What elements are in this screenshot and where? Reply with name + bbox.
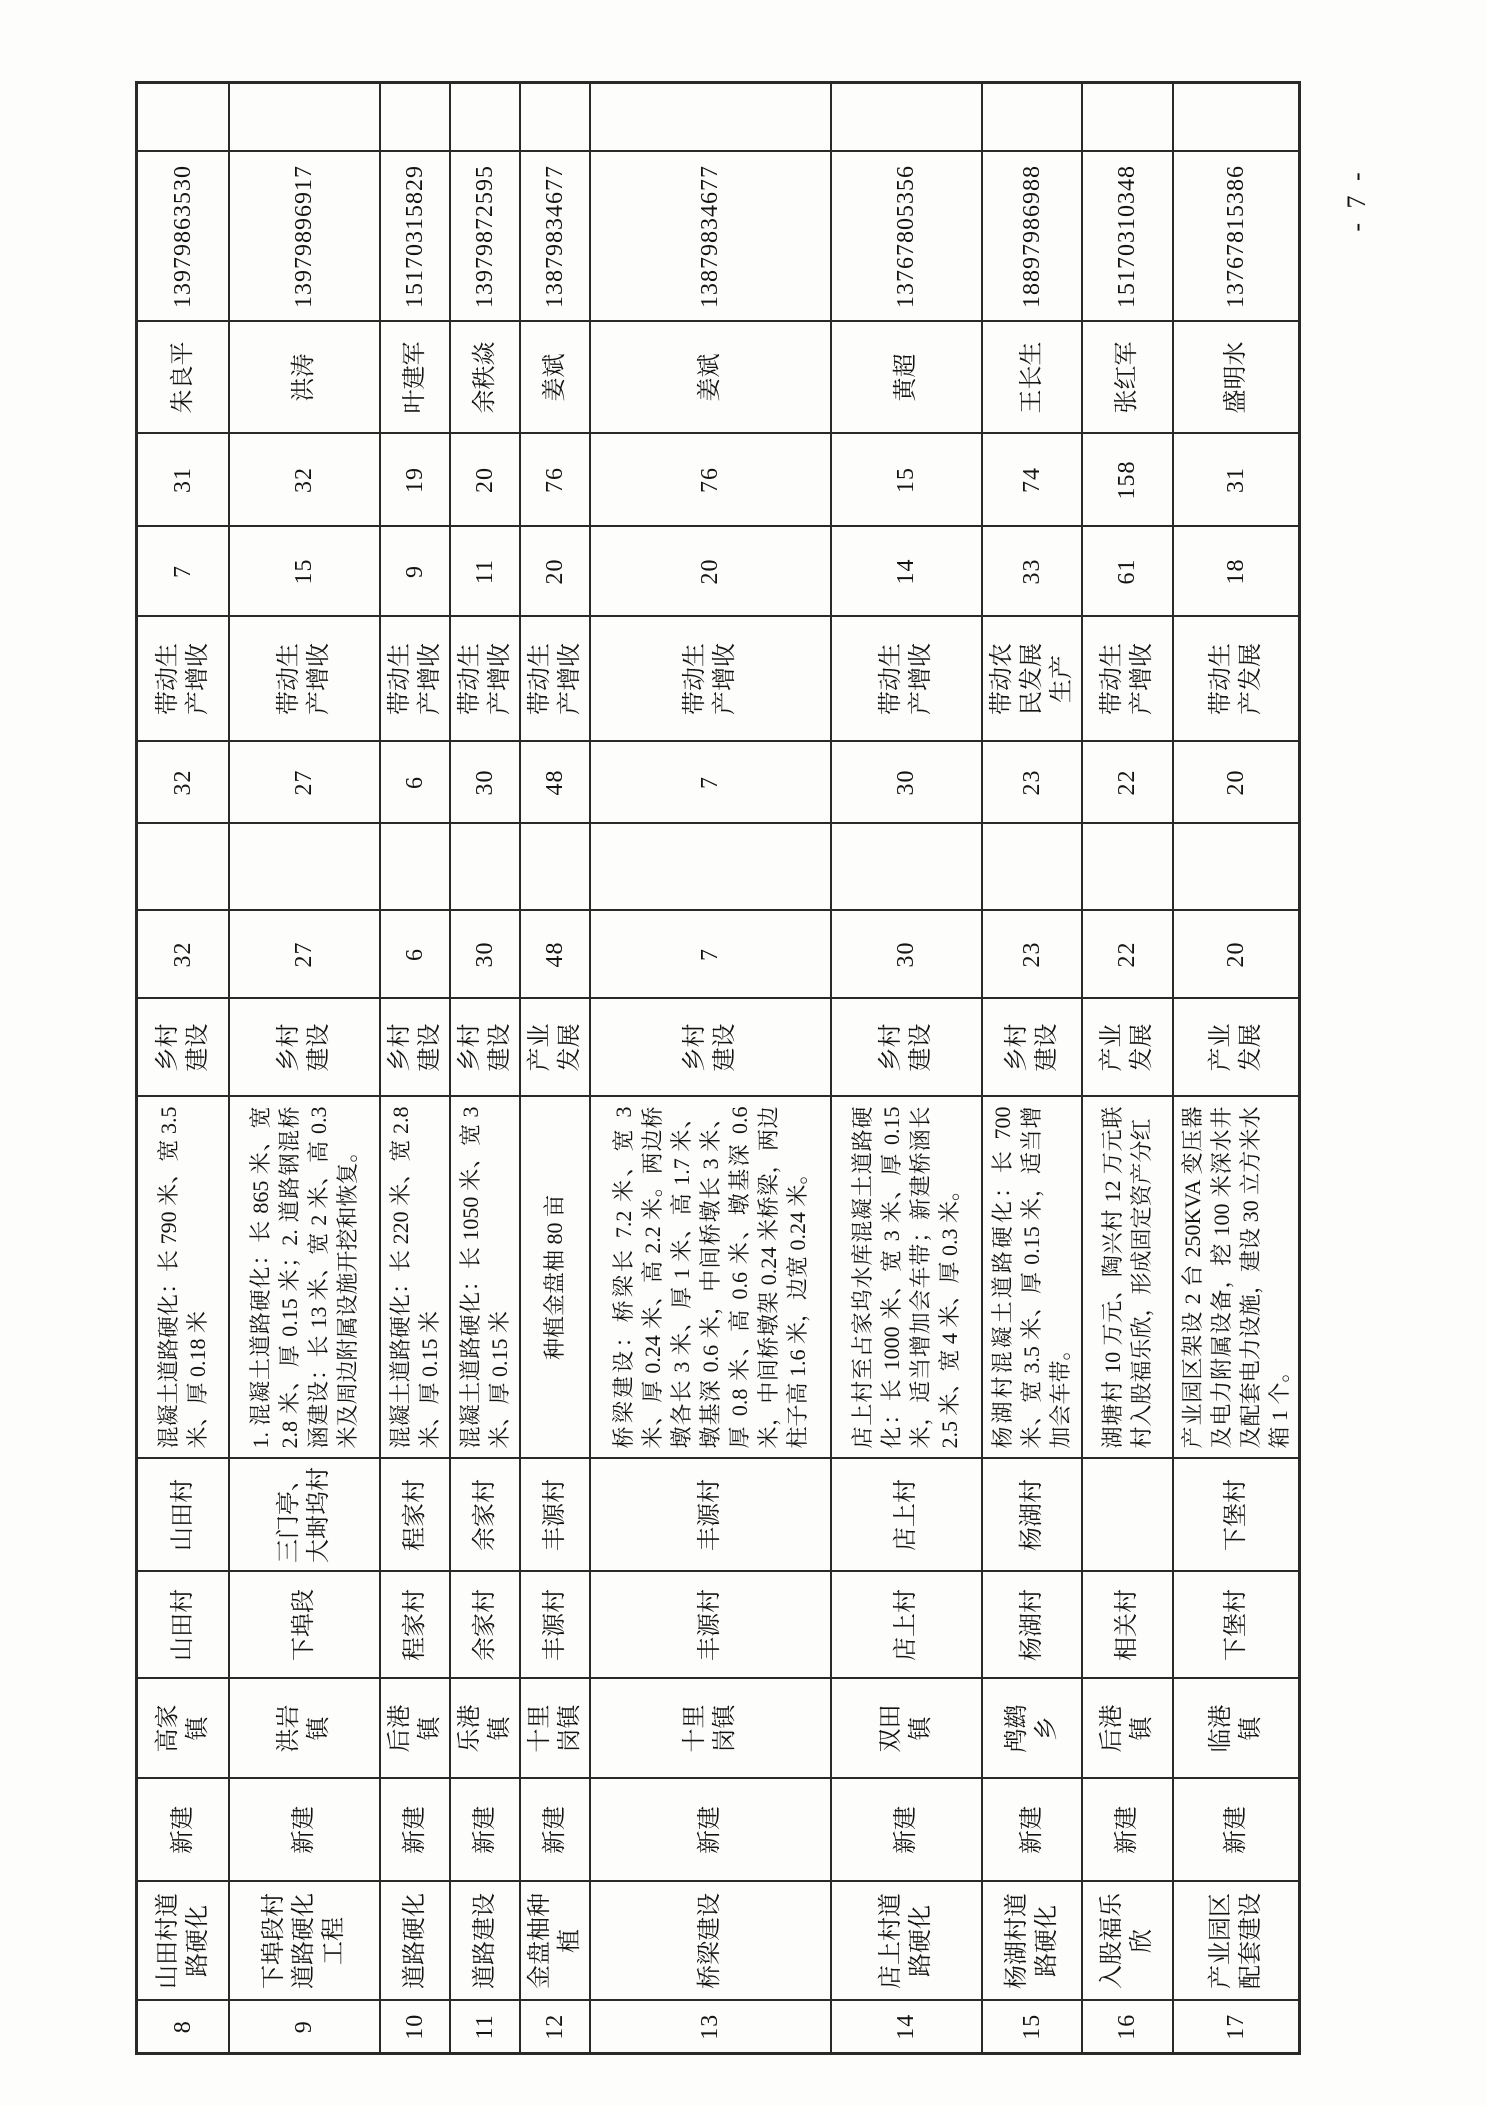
cell-town: 后港镇 [1082, 1679, 1173, 1779]
cell-amount-1: 22 [1082, 911, 1173, 999]
cell-remark [1173, 83, 1300, 152]
cell-admin-village: 相关村 [1082, 1572, 1173, 1679]
cell-blank [229, 824, 380, 911]
cell-benefit-count-1: 18 [1173, 527, 1300, 617]
cell-benefit-count-1: 61 [1082, 527, 1173, 617]
cell-amount-1: 48 [520, 911, 590, 999]
cell-amount-1: 23 [982, 911, 1082, 999]
cell-admin-village: 下埠段 [229, 1572, 380, 1679]
cell-remark [229, 83, 380, 152]
cell-remark [520, 83, 590, 152]
cell-benefit-effect: 带动生产增收 [229, 617, 380, 742]
cell-benefit-count-2: 76 [520, 434, 590, 527]
cell-amount-2: 48 [520, 742, 590, 824]
cell-serial-number: 9 [229, 2001, 380, 2054]
cell-benefit-count-2: 76 [590, 434, 831, 527]
cell-contact-phone: 15170315829 [380, 152, 450, 322]
cell-construction-nature: 新建 [831, 1779, 982, 1882]
table-row [380, 83, 450, 2054]
cell-construction-nature: 新建 [520, 1779, 590, 1882]
cell-natural-village: 杨湖村 [982, 1459, 1082, 1572]
cell-blank [831, 824, 982, 911]
cell-category: 乡村建设 [450, 999, 520, 1097]
cell-contact-person: 姜斌 [590, 322, 831, 434]
cell-category: 乡村建设 [229, 999, 380, 1097]
cell-amount-1: 6 [380, 911, 450, 999]
cell-construction-nature: 新建 [137, 1779, 229, 1882]
cell-construction-nature: 新建 [1082, 1779, 1173, 1882]
table-row [229, 83, 380, 2054]
cell-remark [982, 83, 1082, 152]
cell-category: 乡村建设 [590, 999, 831, 1097]
cell-remark [137, 83, 229, 152]
cell-admin-village: 下堡村 [1173, 1572, 1300, 1679]
table-row [590, 83, 831, 2054]
cell-contact-person: 王长生 [982, 322, 1082, 434]
cell-amount-2: 30 [831, 742, 982, 824]
cell-natural-village: 丰源村 [520, 1459, 590, 1572]
cell-benefit-count-1: 11 [450, 527, 520, 617]
cell-amount-2: 7 [590, 742, 831, 824]
cell-serial-number: 8 [137, 2001, 229, 2054]
cell-town: 十里岗镇 [520, 1679, 590, 1779]
cell-amount-1: 7 [590, 911, 831, 999]
cell-natural-village: 店上村 [831, 1459, 982, 1572]
table-row [831, 83, 982, 2054]
cell-contact-person: 张红军 [1082, 322, 1173, 434]
cell-project-name: 店上村道路硬化 [831, 1882, 982, 2001]
cell-remark [831, 83, 982, 152]
cell-contact-phone: 18897986988 [982, 152, 1082, 322]
cell-construction-content: 店上村至占家坞水库混凝土道路硬化：长 1000 米、宽 3 米、厚 0.15 米，适当增加会车带；新建桥涵长 2.5 米、宽 4 米、厚 0.3 米。 [831, 1097, 982, 1459]
cell-benefit-count-1: 33 [982, 527, 1082, 617]
page-number: - 7 - [1342, 168, 1371, 232]
cell-project-name: 产业园区配套建设 [1173, 1882, 1300, 2001]
cell-serial-number: 10 [380, 2001, 450, 2054]
cell-contact-phone: 13879834677 [590, 152, 831, 322]
table-row [1082, 83, 1173, 2054]
cell-benefit-effect: 带动生产发展 [1173, 617, 1300, 742]
table-row [450, 83, 520, 2054]
cell-remark [450, 83, 520, 152]
cell-benefit-count-1: 20 [520, 527, 590, 617]
cell-town: 洪岩镇 [229, 1679, 380, 1779]
cell-serial-number: 15 [982, 2001, 1082, 2054]
cell-amount-2: 6 [380, 742, 450, 824]
cell-benefit-effect: 带动生产增收 [1082, 617, 1173, 742]
cell-benefit-count-2: 31 [1173, 434, 1300, 527]
cell-category: 产业发展 [520, 999, 590, 1097]
cell-project-name: 道路建设 [450, 1882, 520, 2001]
cell-admin-village: 丰源村 [520, 1572, 590, 1679]
cell-contact-person: 朱良平 [137, 322, 229, 434]
cell-amount-2: 32 [137, 742, 229, 824]
cell-benefit-effect: 带动生产增收 [520, 617, 590, 742]
cell-natural-village: 程家村 [380, 1459, 450, 1572]
cell-town: 双田镇 [831, 1679, 982, 1779]
cell-amount-2: 30 [450, 742, 520, 824]
cell-blank [520, 824, 590, 911]
cell-amount-2: 23 [982, 742, 1082, 824]
cell-project-name: 金盘柚种植 [520, 1882, 590, 2001]
cell-admin-village: 山田村 [137, 1572, 229, 1679]
cell-construction-nature: 新建 [229, 1779, 380, 1882]
cell-serial-number: 13 [590, 2001, 831, 2054]
cell-construction-nature: 新建 [590, 1779, 831, 1882]
cell-category: 乡村建设 [380, 999, 450, 1097]
cell-category: 产业发展 [1173, 999, 1300, 1097]
cell-admin-village: 余家村 [450, 1572, 520, 1679]
table-row [520, 83, 590, 2054]
cell-project-name: 桥梁建设 [590, 1882, 831, 2001]
cell-contact-person: 姜斌 [520, 322, 590, 434]
cell-construction-content: 混凝土道路硬化：长 790 米、宽 3.5 米、厚 0.18 米 [137, 1097, 229, 1459]
cell-project-name: 道路硬化 [380, 1882, 450, 2001]
cell-blank [982, 824, 1082, 911]
cell-remark [590, 83, 831, 152]
table-row [1173, 83, 1300, 2054]
cell-construction-nature: 新建 [380, 1779, 450, 1882]
cell-serial-number: 14 [831, 2001, 982, 2054]
cell-natural-village: 三门亭、大埘坞村 [229, 1459, 380, 1572]
cell-amount-1: 30 [831, 911, 982, 999]
cell-natural-village: 山田村 [137, 1459, 229, 1572]
cell-benefit-count-2: 20 [450, 434, 520, 527]
cell-construction-content: 湖塘村 10 万元、陶兴村 12 万元联村入股福乐欣，形成固定资产分红 [1082, 1097, 1173, 1459]
cell-town: 鸬鹚乡 [982, 1679, 1082, 1779]
cell-construction-content: 桥梁建设：桥梁长 7.2 米、宽 3 米、厚 0.24 米、高 2.2 米。两边桥墩各长 3 米、厚 1 米、高 1.7 米、墩基深 0.6 米，中间桥墩长 3 米、厚 0.8 米、高 0.6 米、墩基深 0.6 米，中间桥墩架 0.24 米桥梁，两边柱子高 1.6 米，边宽 0.24 米。 [590, 1097, 831, 1459]
cell-project-name: 山田村道路硬化 [137, 1882, 229, 2001]
cell-benefit-effect: 带动农民发展生产 [982, 617, 1082, 742]
cell-category: 乡村建设 [137, 999, 229, 1097]
cell-blank [1173, 824, 1300, 911]
cell-construction-nature: 新建 [450, 1779, 520, 1882]
cell-amount-2: 20 [1173, 742, 1300, 824]
project-table [135, 81, 1301, 2055]
cell-contact-phone: 13979896917 [229, 152, 380, 322]
cell-natural-village: 余家村 [450, 1459, 520, 1572]
cell-construction-content: 1. 混凝土道路硬化：长 865 米、宽 2.8 米、厚 0.15 米；2. 道路钢混桥涵建设：长 13 米、宽 2 米、高 0.3 米及周边附属设施开挖和恢复。 [229, 1097, 380, 1459]
cell-amount-2: 22 [1082, 742, 1173, 824]
cell-benefit-count-1: 7 [137, 527, 229, 617]
cell-amount-1: 32 [137, 911, 229, 999]
table-row [982, 83, 1082, 2054]
cell-natural-village: 下堡村 [1173, 1459, 1300, 1572]
cell-admin-village: 程家村 [380, 1572, 450, 1679]
cell-construction-content: 混凝土道路硬化：长 1050 米、宽 3 米、厚 0.15 米 [450, 1097, 520, 1459]
cell-amount-2: 27 [229, 742, 380, 824]
cell-town: 乐港镇 [450, 1679, 520, 1779]
cell-benefit-count-1: 15 [229, 527, 380, 617]
cell-project-name: 下埠段村道路硬化工程 [229, 1882, 380, 2001]
cell-natural-village: 丰源村 [590, 1459, 831, 1572]
cell-benefit-count-2: 15 [831, 434, 982, 527]
cell-contact-phone: 13979872595 [450, 152, 520, 322]
cell-amount-1: 20 [1173, 911, 1300, 999]
cell-benefit-count-2: 31 [137, 434, 229, 527]
cell-benefit-effect: 带动生产增收 [380, 617, 450, 742]
cell-serial-number: 16 [1082, 2001, 1173, 2054]
cell-construction-content: 杨湖村混凝土道路硬化：长 700 米、宽 3.5 米、厚 0.15 米，适当增加会车带。 [982, 1097, 1082, 1459]
cell-benefit-effect: 带动生产增收 [590, 617, 831, 742]
cell-contact-phone: 15170310348 [1082, 152, 1173, 322]
cell-town: 后港镇 [380, 1679, 450, 1779]
cell-serial-number: 17 [1173, 2001, 1300, 2054]
cell-amount-1: 30 [450, 911, 520, 999]
cell-benefit-count-2: 74 [982, 434, 1082, 527]
cell-town: 十里岗镇 [590, 1679, 831, 1779]
cell-benefit-count-1: 20 [590, 527, 831, 617]
cell-contact-person: 盛明水 [1173, 322, 1300, 434]
table-row [137, 83, 229, 2054]
cell-blank [137, 824, 229, 911]
cell-remark [1082, 83, 1173, 152]
cell-natural-village [1082, 1459, 1173, 1572]
cell-admin-village: 丰源村 [590, 1572, 831, 1679]
cell-construction-content: 混凝土道路硬化：长 220 米、宽 2.8 米、厚 0.15 米 [380, 1097, 450, 1459]
cell-benefit-count-1: 9 [380, 527, 450, 617]
cell-contact-person: 叶建军 [380, 322, 450, 434]
cell-blank [590, 824, 831, 911]
cell-blank [380, 824, 450, 911]
cell-benefit-effect: 带动生产增收 [137, 617, 229, 742]
cell-contact-phone: 13879834677 [520, 152, 590, 322]
cell-contact-phone: 13979863530 [137, 152, 229, 322]
cell-contact-person: 洪涛 [229, 322, 380, 434]
cell-category: 乡村建设 [982, 999, 1082, 1097]
cell-admin-village: 店上村 [831, 1572, 982, 1679]
cell-benefit-count-2: 19 [380, 434, 450, 527]
cell-construction-nature: 新建 [1173, 1779, 1300, 1882]
cell-category: 乡村建设 [831, 999, 982, 1097]
cell-amount-1: 27 [229, 911, 380, 999]
cell-construction-content: 种植金盘柚 80 亩 [520, 1097, 590, 1459]
cell-benefit-count-2: 158 [1082, 434, 1173, 527]
cell-benefit-count-1: 14 [831, 527, 982, 617]
cell-benefit-effect: 带动生产增收 [831, 617, 982, 742]
cell-benefit-effect: 带动生产增收 [450, 617, 520, 742]
cell-category: 产业发展 [1082, 999, 1173, 1097]
cell-project-name: 杨湖村道路硬化 [982, 1882, 1082, 2001]
cell-construction-nature: 新建 [982, 1779, 1082, 1882]
cell-town: 高家镇 [137, 1679, 229, 1779]
cell-serial-number: 11 [450, 2001, 520, 2054]
cell-town: 临港镇 [1173, 1679, 1300, 1779]
cell-construction-content: 产业园区架设 2 台 250KVA 变压器及电力附属设备，挖 100 米深水井及配套电力设施，建设 30 立方米水箱 1 个。 [1173, 1097, 1300, 1459]
cell-blank [1082, 824, 1173, 911]
cell-benefit-count-2: 32 [229, 434, 380, 527]
cell-contact-phone: 13767805356 [831, 152, 982, 322]
cell-contact-phone: 13767815386 [1173, 152, 1300, 322]
cell-remark [380, 83, 450, 152]
cell-serial-number: 12 [520, 2001, 590, 2054]
cell-contact-person: 余秩焱 [450, 322, 520, 434]
cell-admin-village: 杨湖村 [982, 1572, 1082, 1679]
cell-project-name: 入股福乐欣 [1082, 1882, 1173, 2001]
cell-contact-person: 黄超 [831, 322, 982, 434]
cell-blank [450, 824, 520, 911]
